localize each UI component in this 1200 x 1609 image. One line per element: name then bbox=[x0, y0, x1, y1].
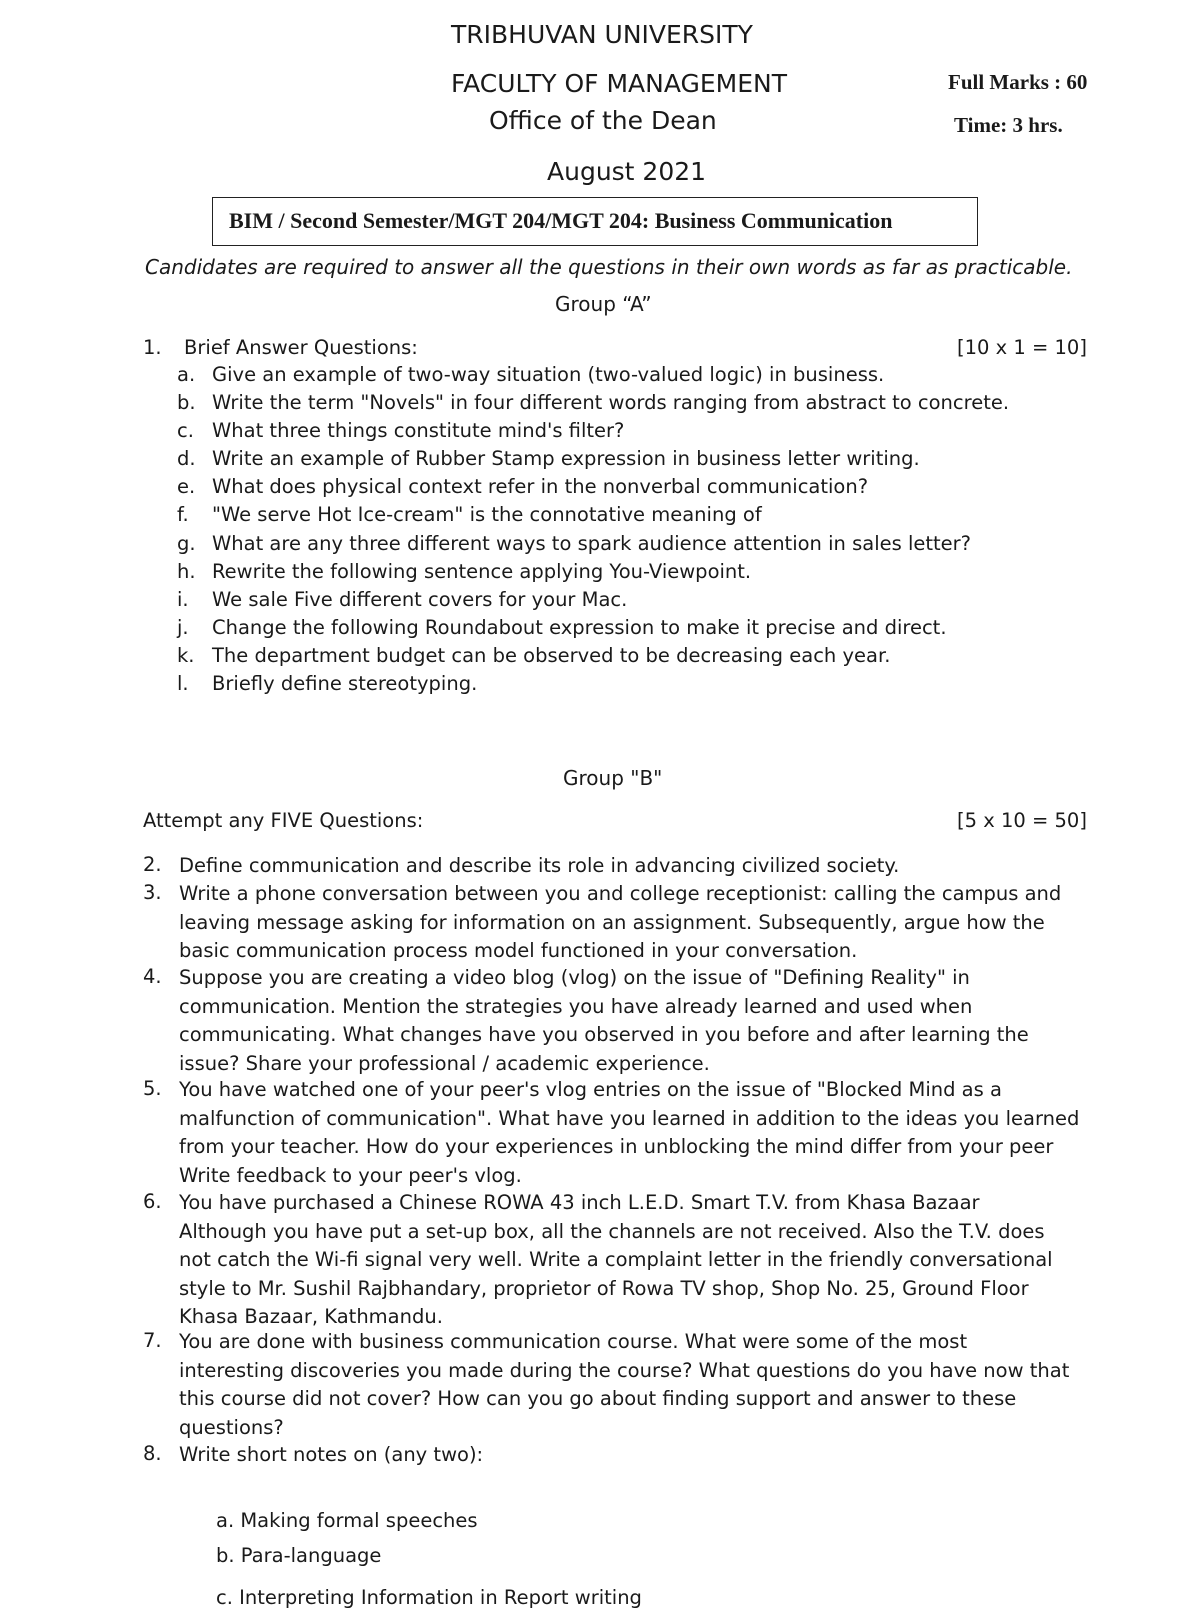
item-label: i. bbox=[177, 587, 189, 611]
item-text: Write the term "Novels" in four different words ranging from abstract to concrete. bbox=[212, 391, 1010, 415]
text-line: Suppose you are creating a video blog (vlog) on the issue of "Defining Reality" in bbox=[179, 966, 970, 989]
item-text: What does physical context refer in the nonverbal communication? bbox=[212, 475, 869, 499]
item-text: The department budget can be observed to be decreasing each year. bbox=[212, 643, 891, 667]
list-item bbox=[177, 363, 1077, 391]
item-label: d. bbox=[177, 447, 196, 471]
course-box bbox=[212, 197, 978, 246]
text-line: Write short notes on (any two): bbox=[179, 1443, 484, 1466]
text-line: You are done with business communication course. What were some of the most bbox=[179, 1330, 968, 1353]
list-item bbox=[177, 475, 1077, 503]
question-number: 8. bbox=[143, 1442, 162, 1465]
question-number: 6. bbox=[143, 1190, 162, 1213]
list-item bbox=[177, 588, 1077, 616]
short-note-item: a. Making formal speeches bbox=[216, 1509, 478, 1532]
text-line: Although you have put a set-up box, all the channels are not received. Also the T.V. does bbox=[179, 1219, 1045, 1243]
list-item bbox=[177, 419, 1077, 447]
item-text: Write an example of Rubber Stamp expression in business letter writing. bbox=[212, 447, 920, 471]
question-text bbox=[179, 1189, 1053, 1332]
group-a-marks: [10 x 1 = 10] bbox=[957, 336, 1087, 359]
group-a-title: Group “A” bbox=[555, 292, 652, 316]
text-line: style to Mr. Sushil Rajbhandary, proprietor of Rowa TV shop, Shop No. 25, Ground Floor bbox=[179, 1276, 1029, 1300]
item-label: c. bbox=[177, 419, 194, 443]
question-number: 2. bbox=[143, 853, 162, 876]
question-text bbox=[179, 964, 1029, 1078]
question-text bbox=[179, 1441, 483, 1470]
item-label: f. bbox=[177, 503, 189, 527]
text-line: interesting discoveries you made during the course? What questions do you have now that bbox=[179, 1358, 1070, 1382]
item-label: l. bbox=[177, 672, 189, 696]
group-a-items bbox=[177, 363, 1077, 700]
item-label: a. bbox=[177, 363, 196, 386]
text-line: issue? Share your professional / academic experience. bbox=[179, 1051, 710, 1075]
list-item bbox=[177, 532, 1077, 560]
item-label: b. bbox=[177, 391, 196, 415]
list-item bbox=[177, 391, 1077, 419]
question-number: 3. bbox=[143, 881, 162, 904]
list-item bbox=[177, 616, 1077, 644]
list-item bbox=[177, 447, 1077, 475]
group-b-title: Group "B" bbox=[563, 766, 663, 790]
item-label: j. bbox=[177, 615, 189, 639]
text-line: malfunction of communication". What have you learned in addition to the ideas you learned bbox=[179, 1106, 1080, 1130]
item-text: What three things constitute mind's filter? bbox=[212, 419, 625, 443]
candidate-instruction: Candidates are required to answer all the questions in their own words as far as practicable. bbox=[145, 255, 1073, 279]
text-line: You have purchased a Chinese ROWA 43 inch L.E.D. Smart T.V. from Khasa Bazaar bbox=[179, 1191, 980, 1214]
item-text: Give an example of two-way situation (two-valued logic) in business. bbox=[212, 363, 885, 386]
question-number: 7. bbox=[143, 1329, 162, 1352]
item-text: "We serve Hot Ice-cream" is the connotative meaning of bbox=[212, 503, 762, 527]
list-item bbox=[177, 644, 1077, 672]
group-a-question-title: Brief Answer Questions: bbox=[184, 336, 418, 359]
university-name: TRIBHUVAN UNIVERSITY bbox=[451, 20, 753, 49]
question-text bbox=[179, 880, 1061, 966]
full-marks: Full Marks : 60 bbox=[948, 70, 1088, 94]
text-line: communicating. What changes have you observed in you before and after learning the bbox=[179, 1023, 1029, 1047]
list-item bbox=[177, 560, 1077, 588]
text-line: Define communication and describe its role in advancing civilized society. bbox=[179, 854, 900, 877]
item-text: We sale Five different covers for your Mac. bbox=[212, 587, 628, 611]
text-line: communication. Mention the strategies you have already learned and used when bbox=[179, 994, 973, 1018]
text-line: questions? bbox=[179, 1415, 284, 1439]
question-number: 5. bbox=[143, 1077, 162, 1100]
office-name: Office of the Dean bbox=[489, 106, 717, 135]
item-label: k. bbox=[177, 643, 195, 667]
question-text bbox=[179, 852, 899, 881]
item-text: What are any three different ways to spark audience attention in sales letter? bbox=[212, 531, 972, 555]
item-text: Rewrite the following sentence applying You-Viewpoint. bbox=[212, 559, 752, 583]
question-number: 1. bbox=[143, 336, 162, 359]
question-text bbox=[179, 1328, 1069, 1442]
item-label: g. bbox=[177, 531, 196, 555]
group-b-marks: [5 x 10 = 50] bbox=[957, 809, 1087, 832]
text-line: Write feedback to your peer's vlog. bbox=[179, 1163, 522, 1187]
item-text: Briefly define stereotyping. bbox=[212, 672, 478, 696]
list-item bbox=[177, 672, 1077, 700]
item-label: e. bbox=[177, 475, 196, 499]
question-number: 4. bbox=[143, 965, 162, 988]
text-line: from your teacher. How do your experiences in unblocking the mind differ from your peer bbox=[179, 1135, 1054, 1159]
faculty-name: FACULTY OF MANAGEMENT bbox=[451, 69, 788, 98]
list-item bbox=[177, 503, 1077, 531]
short-note-item: c. Interpreting Information in Report writing bbox=[216, 1586, 642, 1609]
text-line: basic communication process model functioned in your conversation. bbox=[179, 939, 858, 963]
exam-time: Time: 3 hrs. bbox=[954, 113, 1063, 137]
short-note-item: b. Para-language bbox=[216, 1544, 382, 1567]
item-text: Change the following Roundabout expression to make it precise and direct. bbox=[212, 615, 947, 639]
text-line: this course did not cover? How can you go about finding support and answer to these bbox=[179, 1387, 1017, 1411]
group-b-instruction: Attempt any FIVE Questions: bbox=[143, 809, 424, 832]
text-line: leaving message asking for information on an assignment. Subsequently, argue how the bbox=[179, 910, 1045, 934]
text-line: Write a phone conversation between you and college receptionist: calling the campus and bbox=[179, 882, 1062, 905]
text-line: Khasa Bazaar, Kathmandu. bbox=[179, 1305, 443, 1329]
exam-date: August 2021 bbox=[547, 157, 707, 186]
item-label: h. bbox=[177, 559, 196, 583]
course-title: BIM / Second Semester/MGT 204/MGT 204: Business Communication bbox=[229, 208, 893, 233]
text-line: not catch the Wi-fi signal very well. Write a complaint letter in the friendly conversational bbox=[179, 1248, 1053, 1272]
text-line: You have watched one of your peer's vlog entries on the issue of "Blocked Mind as a bbox=[179, 1078, 1002, 1101]
question-text bbox=[179, 1076, 1079, 1190]
